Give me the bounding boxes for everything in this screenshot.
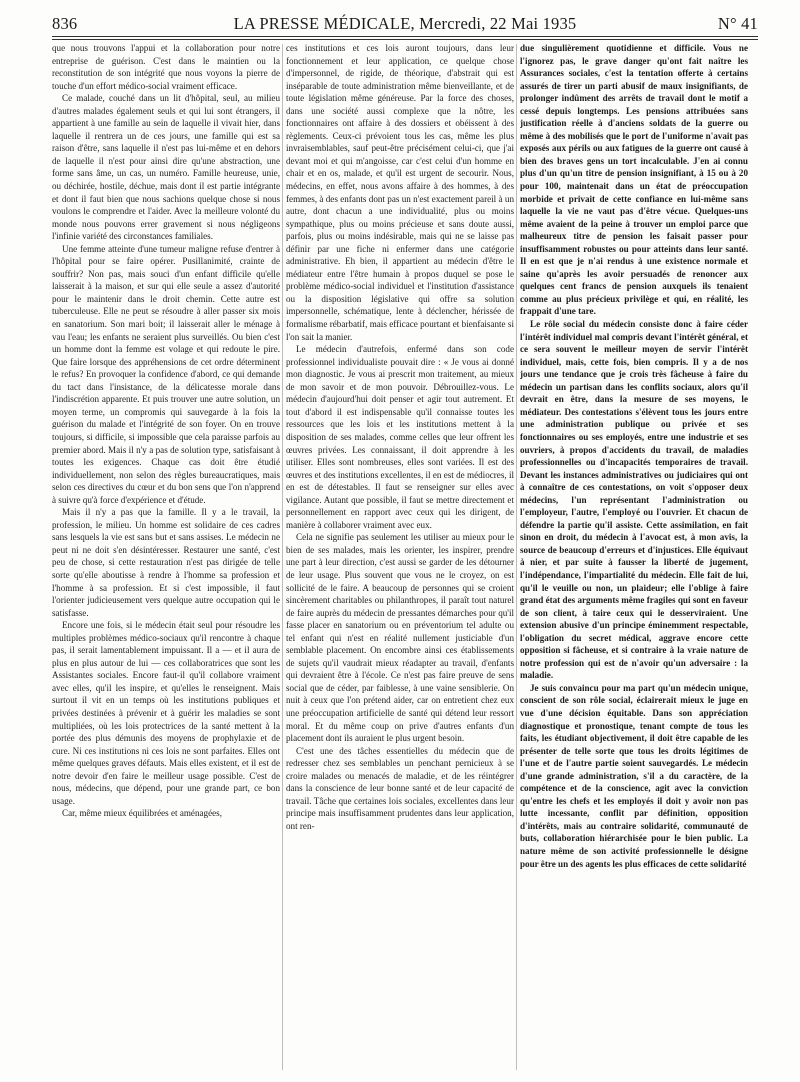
issue-date: Mercredi, 22 Mai 1935 xyxy=(419,14,577,33)
text-column-1 xyxy=(52,42,280,1072)
paragraph: Car, même mieux équilibrées et aménagées, xyxy=(62,808,222,819)
paragraph: Ce malade, couché dans un lit d'hôpital, seul, au milieu d'autres malades également seuls et qui lui sont étrangers, il appartient à une famille au sein de laquelle il vivait hier, dans laquelle il rentrera un de ces jours, une famille qui est sa raison d'être, sans laquelle il n'est pas lui-même et en dehors de laquelle il n'est pour ainsi dire qu'une abstraction, une forme sans âme, un cas, un numéro. Famille heureuse, unie, ou déchirée, hostile, déchue, mais dont il est partie intégrante et dont il faut bien que nous sachions quelque chose si nous voulons le comprendre et l'aider. Avec la meilleure volonté du monde nous pouvons errer gravement si nous négligeons l'infinie variété des circonstances familiales. xyxy=(52,93,280,242)
paragraph: que nous trouvons l'appui et la collaboration pour notre entreprise de guérison. C'est dans le maintien ou la reconstitution de son intégrité que nous voyons la pierre de touche d'un effort médico-social vraiment efficace. xyxy=(52,43,280,91)
paragraph: Mais il n'y a pas que la famille. Il y a le travail, la profession, le milieu. Un homme est solidaire de ces cadres sans lesquels la vie est sans but et sans assises. Le médecin ne peut ni ne doit s'en désintéresser. Restaurer une santé, c'est peu de chose, si cette restauration n'est pas dirigée de telle sorte qu'elle aboutisse à rendre à l'homme sa profession et l'homme à sa profession. Et si c'est impossible, il faut l'orienter judicieusement vers quelque autre occupation qui le satisfasse. xyxy=(52,507,280,618)
text-column-2 xyxy=(286,42,514,1072)
column-divider xyxy=(282,44,283,1070)
column-divider xyxy=(516,44,517,1070)
paragraph: Le médecin d'autrefois, enfermé dans son code professionnel individualiste pouvait dire : « Je vous ai donné mon diagnostic. Je vous ai prescrit mon traitement, au mieux de mon savoir et de mon pouvoir. Débrouillez-vous. Le médecin d'aujourd'hui doit penser et agir tout autrement. Et tout d'abord il est indispensable qu'il connaisse toutes les ressources que les lois et les institutions mettent à la disposition de ses malades, comme celles que leur offrent les œuvres privées. Les connaissant, il doit apprendre à les utiliser. Elles sont nombreuses, elles sont variées. Il est des œuvres et des institutions excellentes, il en est de médiocres, il en est de détestables. Il faut se renseigner sur elles avec vigilance. Autant que possible, il faut se mettre directement et personnellement en rapport avec ceux qui les dirigent, de manière à collaborer vraiment avec eux. xyxy=(286,344,514,530)
page-number: 836 xyxy=(52,14,78,33)
paragraph: C'est une des tâches essentielles du médecin que de redresser chez ses semblables un penchant pernicieux à se croire malades ou menacés de maladie, et de les réintégrer dans la conscience de leur bonne santé et de leur capacité de travail. Tâche que certaines lois sociales, excellentes dans leur principe mais insuffisamment prudentes dans leur application, ont ren- xyxy=(286,745,514,831)
paragraph: ces institutions et ces lois auront toujours, dans leur fonctionnement et leur application, ce quelque chose d'impersonnel, de rigide, de théorique, d'abstrait qui est inséparable de toute administration même bienveillante, et de toute législation même généreuse. Par la force des choses, dans une société aussi complexe que la nôtre, les fonctionnaires ont affaire à des dossiers et obéissent à des règlements. Ceux-ci prévoient tous les cas, même les plus invraisemblables, sauf peut-être précisément celui-ci, que j'ai devant moi et qui m'angoisse, car c'est celui d'un homme en chair et en os, malade, et qu'il est urgent de secourir. Nous, médecins, en effet, nous avons affaire à des hommes, à des femmes, à des enfants dont pas un n'est exactement pareil à un autre, dont chacun a une individualité, plus ou moins sympathique, plus ou moins précieuse et sans doute aussi, parfois, plus ou moins indésirable, mais qui ne se laisse pas définir par une fiche ni enfermer dans une catégorie administrative. Eh bien, il appartient au médecin d'être le médiateur entre l'être humain à propos duquel se pose le problème médico-social individuel et l'institution d'assistance ou la disposition législative qui offre sa solution impersonnelle, schématique, lente à déclencher, hérissée de formalisme rébarbatif, mais efficace pourtant et bienfaisante si l'on sait la manier. xyxy=(286,43,514,342)
paragraph: Encore une fois, si le médecin était seul pour résoudre les multiples problèmes médico-sociaux qu'il rencontre à chaque pas, il serait lamentablement impuissant. Il a — et il aura de plus en plus autour de lui — ces collaboratrices que sont les Assistantes sociales. Encore faut-il qu'il collabore vraiment avec elles, qu'il les inspire, et qu'elles le renseignent. Mais surtout il vit en un temps où les institutions publiques et privées destinées à prévenir et à guérir les maladies se sont multipliées, où les lois protectrices de la santé mettent à la portée des plus démunis des moyens de prophylaxie et de cure. Ni ces institutions ni ces lois ne sont parfaites. Elles ont même quelques graves défauts. Mais elles existent, et il est de notre devoir d'en faire le meilleur usage possible. C'est de nous, médecins, que dépend, pour une grande part, ce bon usage. xyxy=(52,620,280,806)
journal-name: LA PRESSE MÉDICALE xyxy=(233,14,411,33)
header-rule xyxy=(52,36,758,37)
paragraph: due singulièrement quotidienne et difficile. Vous ne l'ignorez pas, le grave danger qu'ont fait naître les Assurances sociales, c'est la tentation offerte à certains assurés de tirer un parti abusif de maux insignifiants, de prolonger indûment des arrêts de travail dont le motif a cessé depuis longtemps. Les pensions attribuées sans justification réelle à d'anciens soldats de la guerre ou même à des mobilisés que le port de l'uniforme n'avait pas exposés aux périls ou aux fatigues de la guerre ont causé à bien des braves gens un tort incalculable. J'en ai connu plus d'un qu'un titre de pension insignifiant, à 15 ou à 20 pour 100, maintenait dans un état de préoccupation morbide et privait de cette confiance en lui-même sans laquelle la vie ne vaut pas d'être vécue. Quelques-uns même avaient de la peine à trouver un emploi parce que malheureux titre de pension les faisait passer pour insuffisamment robustes ou pour atteints dans leur santé. Il en est que je n'ai rendus à une existence normale et saine qu'après les avoir persuadés de renoncer aux quelques cent francs de pension auxquels ils tenaient comme au plus précieux privilège et qui, en réalité, les frappait d'une tare. xyxy=(520,43,748,317)
issue-number: N° 41 xyxy=(717,14,758,33)
running-title: LA PRESSE MÉDICALE, Mercredi, 22 Mai 1935 xyxy=(233,14,577,33)
paragraph: Je suis convaincu pour ma part qu'un médecin unique, conscient de son rôle social, éclairerait mieux le juge en vue d'une décision équitable. Dans son appréciation diagnostique et pronostique, tenant compte de tous les faits, les étudiant objectivement, il doit être capable de les présenter de telle sorte que tous les droits légitimes de l'une et de l'autre partie soient sauvegardés. Le médecin d'une grande administration, s'il a du caractère, de la compétence et de la conscience, agit avec la conviction qu'entre les chefs et les employés il doit y avoir non pas lutte incessante, conflit par définition, opposition d'intérêts, mais au contraire solidarité, communauté de buts, collaboration hiérarchisée pour le bien public. La nature même de son activité professionnelle le désigne pour être un des agents les plus efficaces de cette solidarité xyxy=(520,682,748,869)
paragraph: Une femme atteinte d'une tumeur maligne refuse d'entrer à l'hôpital pour se faire opérer. Pusillanimité, crainte de souffrir? Non pas, mais souci d'un enfant difficile qu'elle laisserait à la maison, et sur qui elle seule a assez d'autorité pour le maintenir dans le droit chemin. Cette autre est tuberculeuse. Elle ne peut se résoudre à aller passer six mois en sanatorium. Son mari boit; il laisserait aller le ménage à vau l'eau; les enfants ne seraient plus surveillés. Ou bien c'est un homme dont la femme est volage et qui redoute le pire. Que faire lorsque des appréhensions de cet ordre déterminent le refus? En provoquer la confidence d'abord, ce qui demande du tact dans l'insistance, de la délicatesse morale dans l'indiscrétion apparente. Et puis trouver une autre solution, un moyen terme, un compromis qui sauvegarde à la fois la guérison du malade et l'intégrité de son foyer. On en trouve toujours, si difficile, si impossible que cela paraisse parfois au premier abord. Mais il n'y a pas de solution type, satisfaisant à toutes les exigences. Chaque cas doit être étudié individuellement, non selon des règles bureaucratiques, mais selon ces directives du cœur et du bon sens que l'on n'apprend à suivre qu'à force d'expérience et d'étude. xyxy=(52,243,280,505)
page-header xyxy=(52,14,758,34)
paragraph: Cela ne signifie pas seulement les utiliser au mieux pour le bien de ses malades, mais les orienter, les inspirer, prendre une part à leur direction, c'est aussi se garder de les détourner de leur usage. Plus souvent que vous ne le croyez, on est sollicité de le faire. A beaucoup de personnes qui se croient sincèrement charitables ou philanthropes, il paraît tout naturel de faire auprès du médecin de pressantes démarches pour qu'il fasse placer en sanatorium ou en préventorium tel adulte ou tel enfant qui n'est en réalité nullement justiciable d'un semblable placement. On encombre ainsi ces établissements de sujets qu'il vaudrait mieux réadapter au travail, d'enfants qui devraient être à l'école. Ce n'est pas faire preuve de sens social que de céder, par faiblesse, à une vaine sensiblerie. On nuit à ceux que l'on prétend aider, car on entretient chez eux une préoccupation artificielle de santé qui détend leur ressort moral. Et du même coup on prive d'autres enfants d'un placement dont ils auraient le plus urgent besoin. xyxy=(286,532,514,744)
header-rule-secondary xyxy=(52,39,758,40)
paragraph: Le rôle social du médecin consiste donc à faire céder l'intérêt individuel mal compris devant l'intérêt général, et ce sera souvent le meilleur moyen de servir l'intérêt individuel, mais, cette fois, bien compris. Il y a de nos jours une tendance que je crois très fâcheuse à faire du médecin un partisan dans les conflits sociaux, alors qu'il devrait en être, dans la mesure de ses moyens, le médiateur. Des contestations s'élèvent tous les jours entre une administration publique ou privée et ses fonctionnaires ou ses employés, entre une industrie et ses ouvriers, à propos d'accidents du travail, de maladies professionnelles ou d'incapacités temporaires de travail. Devant les instances administratives ou judiciaires qui ont à connaître de ces contestations, on voit s'opposer deux médecins, l'un représentant l'administration ou l'employeur, l'autre, l'employé ou l'ouvrier. Et chacun de défendre la partie qu'il assiste. Cette assimilation, en fait sinon en droit, du médecin à l'avocat est, à mon avis, la source de beaucoup d'erreurs et d'injustices. Elle équivaut à nier, et par suite à fausser la liberté de jugement, l'indépendance, l'impartialité du médecin. Elle fait de lui, qu'il le veuille ou non, un plaideur; elle l'oblige à faire grand état des arguments même fragiles qui sont en faveur de son client, à taire ceux qui le desserviraient. Une extension abusive d'un principe éminemment respectable, l'obligation du secret médical, aggrave encore cette opposition si fâcheuse, et si contraire à la vraie nature de notre profession qui est de n'avoir qu'un adversaire : la maladie. xyxy=(520,319,748,681)
text-column-3 xyxy=(520,42,748,1072)
